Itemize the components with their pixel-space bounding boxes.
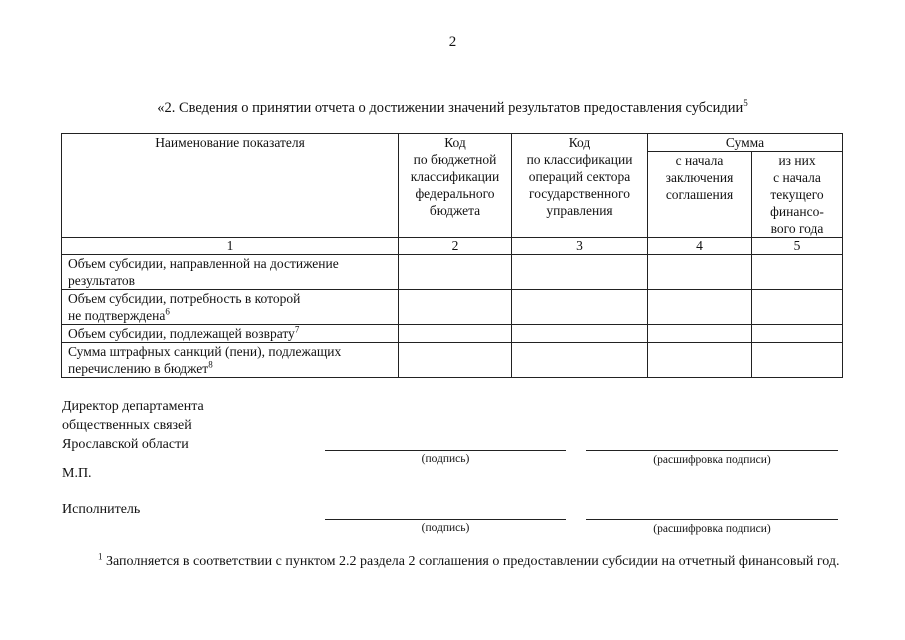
- table-cell: [648, 325, 752, 343]
- footnote-ref: 6: [165, 306, 170, 317]
- table-header-row: [62, 134, 843, 152]
- table-cell: [648, 343, 752, 378]
- executor-decoding-line: [586, 519, 838, 520]
- footnote-ref: 7: [294, 324, 300, 335]
- signer-line: общественных связей: [62, 418, 192, 433]
- header-code-budget: Код по бюджетной классификации федерального бюджета: [399, 134, 512, 238]
- table-cell: [399, 290, 512, 325]
- row-label: Объем субсидии, потребность в которой не подтверждена$^6$: [62, 290, 399, 325]
- executor-label: Исполнитель: [62, 502, 141, 517]
- table-cell: [752, 290, 843, 325]
- table-row: [62, 325, 843, 343]
- column-number: 5: [752, 238, 843, 255]
- page-number: 2: [448, 34, 457, 50]
- director-signature-caption: (подпись): [421, 453, 470, 465]
- director-decoding-caption: (расшифровка подписи): [653, 454, 771, 466]
- header-sum: Сумма: [648, 134, 843, 152]
- report-table: [61, 133, 843, 378]
- table-row: [62, 343, 843, 378]
- section-title: [0, 100, 905, 117]
- director-signature-line: [325, 450, 566, 451]
- signer-block: [62, 397, 204, 454]
- footnote: [62, 552, 842, 572]
- column-number: 2: [399, 238, 512, 255]
- director-decoding-line: [586, 450, 838, 451]
- table-cell: [648, 290, 752, 325]
- footnote-ref: 8: [208, 359, 213, 370]
- table-cell: [752, 255, 843, 290]
- table-cell: [648, 255, 752, 290]
- executor-signature-line: [325, 519, 566, 520]
- header-code-sector: Код по классификации операций сектора государственного управления: [512, 134, 648, 238]
- table-cell: [399, 325, 512, 343]
- section-title-footnote-ref: 5: [743, 98, 748, 109]
- section-title-text: «2. Сведения о принятии отчета о достижении значений результатов предоставления субсидии: [157, 100, 744, 116]
- footnote-mark: 1: [98, 551, 103, 562]
- stamp-place: М.П.: [62, 466, 92, 481]
- header-sum-current-year: из них с начала текущего финансо- вого года: [752, 152, 843, 238]
- table-cell: [752, 325, 843, 343]
- table-cell: [399, 255, 512, 290]
- signer-line: Директор департамента: [62, 399, 204, 414]
- table-cell: [399, 343, 512, 378]
- column-number: 4: [648, 238, 752, 255]
- header-indicator: Наименование показателя: [62, 134, 399, 238]
- table-cell: [512, 290, 648, 325]
- row-label: Объем субсидии, подлежащей возврату$^7$: [62, 325, 399, 343]
- column-number-row: [62, 238, 843, 255]
- row-label: Сумма штрафных санкций (пени), подлежащих перечислению в бюджет$^8$: [62, 343, 399, 378]
- signer-line: Ярославской области: [62, 437, 189, 452]
- table-cell: [512, 255, 648, 290]
- table-cell: [512, 325, 648, 343]
- table-row: [62, 290, 843, 325]
- executor-signature-caption: (подпись): [421, 522, 470, 534]
- column-number: 3: [512, 238, 648, 255]
- footnote-text: Заполняется в соответствии с пунктом 2.2 раздела 2 соглашения о предоставлении субсидии на отчетный финансовый год.: [106, 554, 840, 569]
- executor-decoding-caption: (расшифровка подписи): [653, 523, 771, 535]
- header-sum-from-start: с начала заключения соглашения: [648, 152, 752, 238]
- column-number: 1: [62, 238, 399, 255]
- table-cell: [512, 343, 648, 378]
- table-row: [62, 255, 843, 290]
- table-cell: [752, 343, 843, 378]
- row-label: Объем субсидии, направленной на достижение результатов: [62, 255, 399, 290]
